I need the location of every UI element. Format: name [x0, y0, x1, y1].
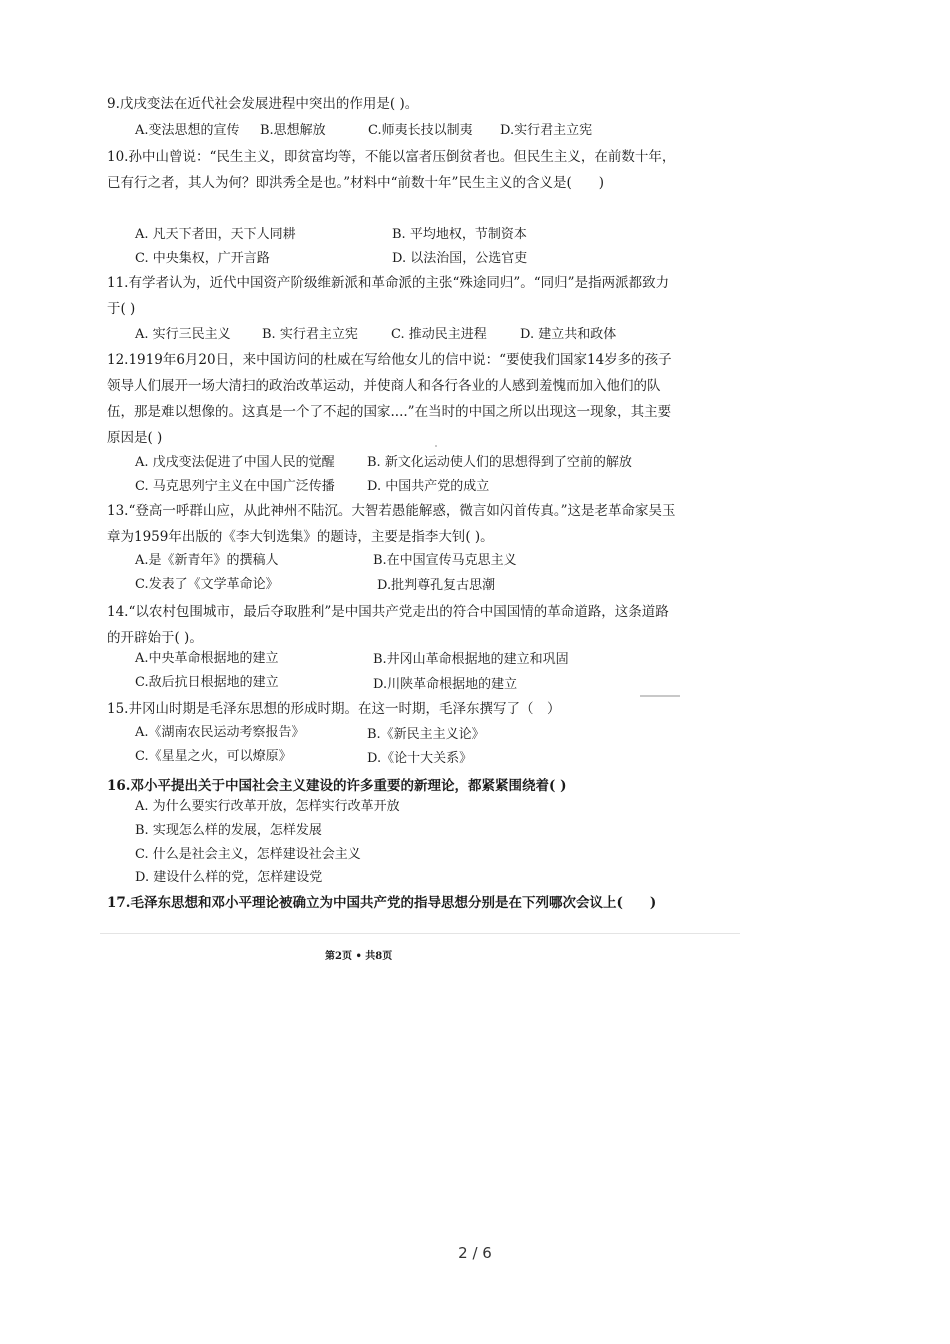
question-13-option-d: D.批判尊孔复古思潮 [377, 578, 496, 593]
question-10-option-b: B. 平均地权，节制资本 [392, 227, 527, 242]
question-11-stem: 11.有学者认为，近代中国资产阶级维新派和革命派的主张“殊途同归”。“同归”是指两派都致力于( ) [107, 275, 670, 317]
scan-artifact [435, 445, 437, 447]
question-15-option-b: B.《新民主主义论》 [367, 727, 485, 742]
scanned-exam-page [95, 85, 745, 975]
question-16-option-b: B. 实现怎么样的发展，怎样发展 [135, 823, 322, 838]
pdf-page-number: 2 / 6 [458, 1244, 492, 1262]
scan-artifact [100, 933, 740, 934]
question-9-option-a: A.变法思想的宣传 [135, 123, 240, 138]
question-16-option-d: D. 建设什么样的党，怎样建设党 [135, 870, 323, 885]
question-15-option-d: D.《论十大关系》 [367, 751, 473, 766]
question-15-stem: 15.井冈山时期是毛泽东思想的形成时期。在这一时期，毛泽东撰写了（ ） [107, 701, 561, 717]
question-15-option-c: C.《星星之火，可以燎原》 [135, 749, 292, 764]
question-10-stem: 10.孙中山曾说：“民生主义，即贫富均等，不能以富者压倒贫者也。但民生主义，在前数十年，已有行之者，其人为何？即洪秀全是也。”材料中“前数十年”民生主义的含义是( ) [107, 149, 676, 191]
question-9-option-d: D.实行君主立宪 [500, 123, 593, 138]
question-14-option-c: C.敌后抗日根据地的建立 [135, 675, 279, 690]
question-14-stem: 14.“以农村包围城市，最后夺取胜利”是中国共产党走出的符合中国国情的革命道路，这条道路的开辟始于( )。 [107, 604, 669, 646]
question-13-option-b: B.在中国宣传马克思主义 [373, 553, 517, 568]
question-11-option-a: A. 实行三民主义 [135, 327, 231, 342]
question-11-option-d: D. 建立共和政体 [520, 327, 617, 342]
question-13-stem: 13.“登高一呼群山应，从此神州不陆沉。大智若愚能解惑，微言如闪首传真。”这是老革命家吴玉章为1959年出版的《李大钊选集》的题诗，主要是指李大钊( )。 [107, 503, 676, 545]
question-9-stem: 9.戊戌变法在近代社会发展进程中突出的作用是( )。 [107, 96, 419, 112]
question-16-stem: 16.邓小平提出关于中国社会主义建设的许多重要的新理论，都紧紧围绕着( ) [107, 778, 567, 794]
question-10-option-a: A. 凡天下者田，天下人同耕 [135, 227, 296, 242]
question-12-option-c: C. 马克思列宁主义在中国广泛传播 [135, 479, 335, 494]
question-11-option-c: C. 推动民主进程 [391, 327, 487, 342]
question-14-option-a: A.中央革命根据地的建立 [135, 651, 279, 666]
question-14-option-d: D.川陕革命根据地的建立 [373, 677, 518, 692]
question-14-option-b: B.井冈山革命根据地的建立和巩固 [373, 652, 569, 667]
question-10-option-c: C. 中央集权，广开言路 [135, 251, 270, 266]
question-12-option-d: D. 中国共产党的成立 [367, 479, 490, 494]
question-9-option-b: B.思想解放 [260, 123, 326, 138]
question-12-stem: 12.1919年6月20日，来中国访问的杜威在写给他女儿的信中说：“要使我们国家14岁多的孩子领导人们展开一场大清扫的政治改革运动，并使商人和各行各业的人感到羞愧而加入他们的队伍，那是难以想像的。这真是一个了不起的国家....”在当时的中国之所以出现这一现象，其主要原因是( ) [107, 352, 672, 446]
question-17-stem: 17.毛泽东思想和邓小平理论被确立为中国共产党的指导思想分别是在下列哪次会议上( ) [107, 895, 657, 911]
question-11-option-b: B. 实行君主立宪 [262, 327, 358, 342]
question-13-option-a: A.是《新青年》的撰稿人 [135, 553, 279, 568]
question-15-option-a: A.《湖南农民运动考察报告》 [135, 725, 305, 740]
question-16-option-c: C. 什么是社会主义，怎样建设社会主义 [135, 847, 361, 862]
question-12-option-b: B. 新文化运动使人们的思想得到了空前的解放 [367, 455, 632, 470]
question-9-option-c: C.师夷长技以制夷 [368, 123, 473, 138]
exam-page-footer: 第2页 • 共8页 [325, 951, 393, 962]
question-16-option-a: A. 为什么要实行改革开放，怎样实行改革开放 [135, 799, 400, 814]
scan-artifact [640, 695, 680, 697]
question-10-option-d: D. 以法治国，公选官吏 [392, 251, 528, 266]
question-13-option-c: C.发表了《文学革命论》 [135, 577, 279, 592]
question-12-option-a: A. 戊戌变法促进了中国人民的觉醒 [135, 455, 335, 470]
